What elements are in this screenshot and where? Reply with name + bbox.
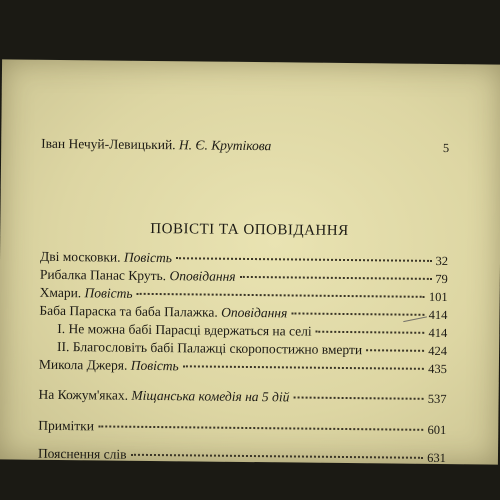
page-number: 32 <box>435 253 449 269</box>
dot-leader <box>366 349 424 352</box>
toc-entry-glossary <box>38 446 446 466</box>
toc-entry-title <box>39 303 287 322</box>
toc-entry-title <box>40 249 172 266</box>
toc-entry-comedy <box>39 387 447 407</box>
entry-text: Дві московки. <box>39 248 121 265</box>
page-number: 435 <box>428 361 447 377</box>
page-number: 414 <box>428 325 448 341</box>
dot-leader <box>240 276 432 280</box>
entry-genre: Повість <box>84 285 133 301</box>
toc-entry-title <box>40 285 133 302</box>
dot-leader <box>176 257 432 262</box>
dot-leader <box>291 312 424 315</box>
page-number: 414 <box>428 307 448 323</box>
toc-entry-title: II. Благословіть бабі Палажці скоропостижно вмерти <box>57 338 363 358</box>
entry-genre: Повість <box>123 249 172 266</box>
toc-entry-intro <box>41 136 449 156</box>
toc-entry-title <box>39 387 290 406</box>
book-page <box>0 59 500 464</box>
dot-leader <box>275 145 439 149</box>
dot-leader <box>131 454 424 459</box>
toc-subentry <box>57 321 447 341</box>
dot-leader <box>98 425 424 430</box>
dot-leader <box>293 396 423 399</box>
toc-entry-title: Примітки <box>38 417 95 434</box>
entry-text: Микола Джеря. <box>38 356 128 373</box>
entry-text: Рибалка Панас Круть. <box>39 266 167 284</box>
page-number: 631 <box>427 450 447 466</box>
page-number: 5 <box>442 141 450 156</box>
page-number: 537 <box>427 391 447 407</box>
toc-entry <box>39 303 447 323</box>
toc-entry-title <box>40 267 236 285</box>
entry-genre: Оповідання <box>169 268 236 284</box>
entry-text: На Кожум'яках. <box>38 386 129 403</box>
toc-entry <box>39 357 447 377</box>
page-number: 601 <box>427 422 447 438</box>
page-number: 79 <box>435 271 448 287</box>
page-number: 101 <box>428 289 448 305</box>
toc-entry-title <box>41 136 271 154</box>
entry-genre: Оповідання <box>221 304 288 321</box>
dot-leader <box>316 331 425 334</box>
author-name: Іван Нечуй-Левицький. <box>41 135 176 153</box>
toc-entry-notes <box>38 418 446 438</box>
toc-entry-title: Пояснення слів <box>37 445 127 462</box>
toc-entry <box>40 249 448 269</box>
toc-entry-title: I. Не можна бабі Парасці вдержаться на селі <box>57 320 312 339</box>
dot-leader <box>137 293 425 298</box>
page-number: 424 <box>428 343 448 359</box>
entry-genre: Міщанська комедія на 5 дій <box>131 387 290 405</box>
toc-entry <box>40 267 448 287</box>
section-heading: ПОВІСТІ ТА ОПОВІДАННЯ <box>150 220 349 240</box>
entry-text: Баба Параска та баба Палажка. <box>39 302 218 320</box>
essay-author: Н. Є. Крутікова <box>178 137 272 154</box>
toc-subentry <box>57 339 447 359</box>
dot-leader <box>183 365 424 370</box>
entry-text: Хмари. <box>39 284 82 301</box>
toc-entry-title <box>39 357 179 374</box>
toc-entry <box>40 285 448 305</box>
entry-genre: Повість <box>130 357 179 374</box>
